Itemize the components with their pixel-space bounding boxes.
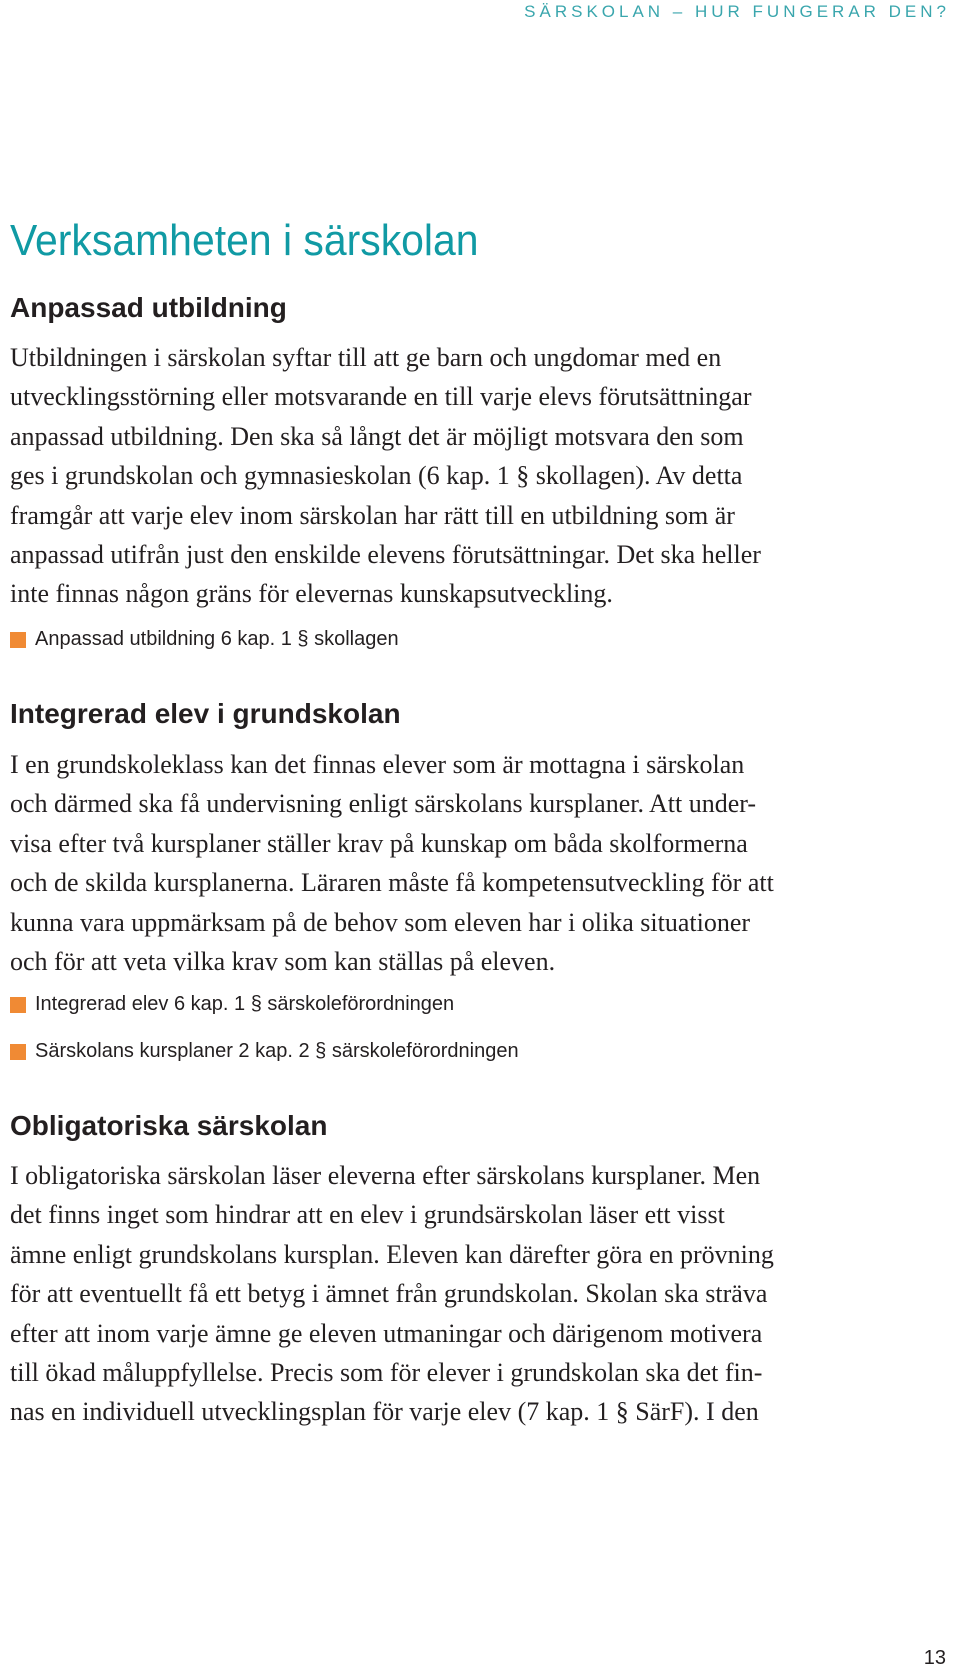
body-line: framgår att varje elev inom särskolan har rätt till en utbildning som är — [10, 500, 735, 530]
body-line: ämne enligt grundskolans kursplan. Eleven kan därefter göra en prövning — [10, 1239, 774, 1269]
body-line: visa efter två kursplaner ställer krav på kunskap om båda skolformerna — [10, 828, 748, 858]
law-reference-text: Anpassad utbildning 6 kap. 1 § skollagen — [35, 628, 399, 650]
body-line: Utbildningen i särskolan syftar till att ge barn och ungdomar med en — [10, 343, 722, 372]
body-line: det finns inget som hindrar att en elev i grundsärskolan läser ett visst — [10, 1200, 725, 1230]
section-body-integrerad-elev — [10, 745, 950, 981]
body-line: utvecklingsstörning eller motsvarande en till varje elevs förutsättningar — [10, 382, 752, 412]
law-reference-text: Integrerad elev 6 kap. 1 § särskoleförordningen — [35, 993, 455, 1015]
section-body-obligatoriska-sarskolan — [10, 1156, 950, 1432]
law-reference-text: Särskolans kursplaner 2 kap. 2 § särskoleförordningen — [35, 1040, 519, 1062]
body-line: inte finnas någon gräns för elevernas kunskapsutveckling. — [10, 579, 613, 609]
section-heading-anpassad-utbildning: Anpassad utbildning — [10, 292, 287, 323]
law-reference — [10, 993, 454, 1016]
square-bullet-icon — [10, 997, 26, 1013]
body-line: anpassad utbildning. Den ska så långt det är möjligt motsvara den som — [10, 421, 744, 451]
body-line: till ökad måluppfyllelse. Precis som för elever i grundskolan ska det fin- — [10, 1358, 763, 1388]
law-reference — [10, 628, 399, 651]
running-head: SÄRSKOLAN – HUR FUNGERAR DEN? — [524, 2, 950, 21]
body-line: I en grundskoleklass kan det finnas elever som är mottagna i särskolan — [10, 750, 745, 779]
body-line: anpassad utifrån just den enskilde elevens förutsättningar. Det ska heller — [10, 540, 761, 570]
body-line: efter att inom varje ämne ge eleven utmaningar och därigenom motivera — [10, 1318, 763, 1348]
section-heading-obligatoriska-sarskolan: Obligatoriska särskolan — [10, 1110, 328, 1141]
body-line: och de skilda kursplanerna. Läraren måste få kompetensutveckling för att — [10, 868, 774, 898]
page-number: 13 — [923, 1647, 946, 1669]
section-body-anpassad-utbildning — [10, 338, 950, 614]
body-line: och därmed ska få undervisning enligt särskolans kursplaner. Att under- — [10, 789, 757, 819]
body-line: I obligatoriska särskolan läser eleverna efter särskolans kursplaner. Men — [10, 1161, 761, 1190]
section-heading-integrerad-elev: Integrerad elev i grundskolan — [10, 698, 401, 729]
body-line: ges i grundskolan och gymnasieskolan (6 kap. 1 § skollagen). Av detta — [10, 461, 743, 491]
square-bullet-icon — [10, 632, 26, 648]
chapter-title: Verksamheten i särskolan — [10, 216, 479, 265]
body-line: och för att veta vilka krav som kan ställas på eleven. — [10, 947, 556, 977]
body-line: kunna vara uppmärksam på de behov som eleven har i olika situationer — [10, 907, 751, 937]
square-bullet-icon — [10, 1044, 26, 1060]
body-line: nas en individuell utvecklingsplan för varje elev (7 kap. 1 § SärF). I den — [10, 1397, 759, 1427]
law-reference — [10, 1040, 519, 1063]
body-line: för att eventuellt få ett betyg i ämnet från grundskolan. Skolan ska sträva — [10, 1279, 768, 1309]
